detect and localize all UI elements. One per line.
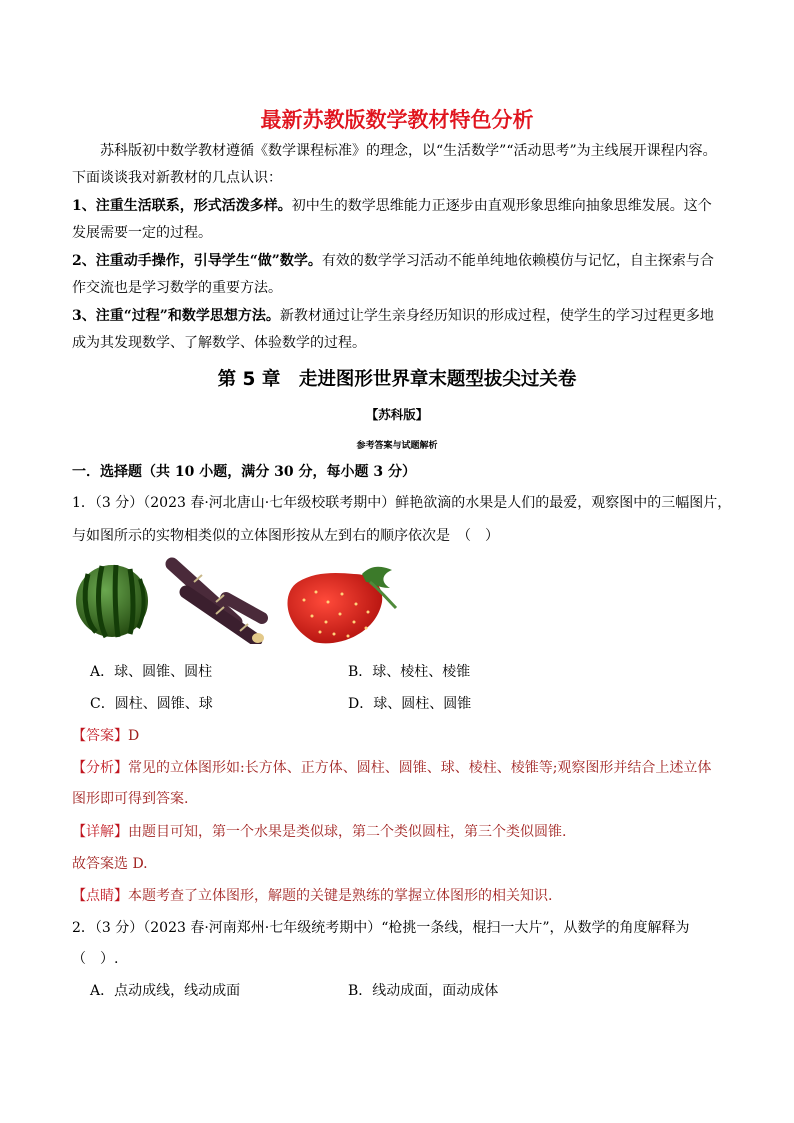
q2-stem-line2: （ ）. (72, 951, 119, 967)
answer-value: D (128, 728, 140, 744)
q1-comment (72, 885, 552, 905)
answer-tag: 【答案】 (72, 728, 128, 744)
answer-key-subtitle: 参考答案与试题解析 (356, 441, 438, 451)
analysis-text: 常见的立体图形如:长方体、正方体、圆柱、圆锥、球、棱柱、棱锥等;观察图形并结合上述立体 (128, 760, 712, 776)
q1-analysis-line1 (72, 757, 711, 777)
q1-answer (72, 725, 139, 745)
point-2-text: 有效的数学学习活动不能单纯地依赖模仿与记忆，自主探索与合作交流也是学习数学的重要方法。 (72, 253, 714, 296)
q1-option-c: C．圆柱、圆锥、球 (90, 696, 213, 712)
document-title: 最新苏教版数学教材特色分析 (260, 108, 534, 132)
point-3-text: 新教材通过让学生亲身经历知识的形成过程，使学生的学习过程更多地成为其发现数学、了解数学、体验数学的过程。 (72, 308, 714, 351)
intro-paragraph: 苏科版初中数学教材遵循《数学课程标准》的理念，以“生活数学”“活动思考”为主线展开课程内容。下面谈谈我对新教材的几点认识： (72, 143, 717, 186)
point-1-heading: 1、注重生活联系，形式活泼多样。 (72, 198, 292, 214)
q1-fruit-images (76, 552, 406, 644)
fruit-illustration (76, 552, 406, 644)
detail-text: 由题目可知，第一个水果是类似球，第二个类似圆柱，第三个类似圆锥. (128, 824, 567, 840)
strawberry-image (287, 567, 396, 644)
q1-analysis-line2: 图形即可得到答案. (72, 791, 189, 807)
point-3-heading: 3、注重“过程”和数学思想方法。 (72, 308, 280, 324)
q1-conclusion: 故答案选 D. (72, 856, 148, 872)
point-1 (72, 193, 722, 247)
q1-option-b: B．球、棱柱、棱锥 (348, 664, 471, 680)
q1-detail (72, 821, 566, 841)
comment-tag: 【点睛】 (72, 888, 128, 904)
chapter-title: 第 5 章 走进图形世界章末题型拔尖过关卷 (217, 369, 577, 390)
q1-option-a: A．球、圆锥、圆柱 (90, 664, 213, 680)
point-2 (72, 248, 722, 302)
q2-option-a: A．点动成线，线动成面 (90, 983, 241, 999)
detail-tag: 【详解】 (72, 824, 128, 840)
q2-stem-line1: 2．（3 分）（2023 春·河南郑州·七年级统考期中）“枪挑一条线，棍扫一大片”，从数学的角度解释为 (72, 920, 690, 936)
q1-option-d: D．球、圆柱、圆锥 (348, 696, 472, 712)
sugarcane-image (172, 564, 264, 643)
q1-stem-line2: 与如图所示的实物相类似的立体图形按从左到右的顺序依次是 （ ） (72, 528, 499, 544)
comment-text: 本题考查了立体图形，解题的关键是熟练的掌握立体图形的相关知识. (128, 888, 553, 904)
watermelon-image (76, 565, 148, 637)
analysis-tag: 【分析】 (72, 760, 128, 776)
edition-label: 【苏科版】 (365, 407, 429, 422)
point-1-text: 初中生的数学思维能力正逐步由直观形象思维向抽象思维发展。这个发展需要一定的过程。 (72, 198, 712, 241)
q1-stem-line1: 1．（3 分）（2023 春·河北唐山·七年级校联考期中）鲜艳欲滴的水果是人们的最爱，观察图中的三幅图片， (72, 495, 732, 511)
point-3 (72, 303, 722, 357)
section-heading: 一．选择题（共 10 小题，满分 30 分，每小题 3 分） (72, 464, 416, 480)
point-2-heading: 2、注重动手操作，引导学生“做”数学。 (72, 253, 322, 269)
q2-option-b: B．线动成面，面动成体 (348, 983, 499, 999)
